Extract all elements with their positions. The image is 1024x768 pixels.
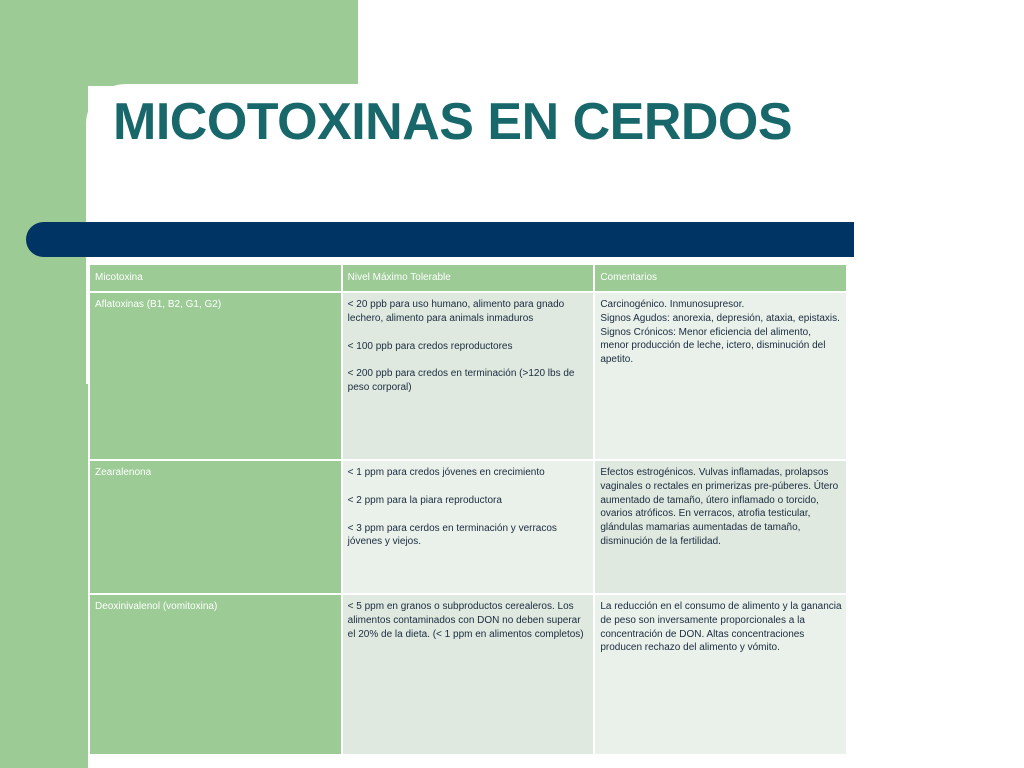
cell-micotoxina: Aflatoxinas (B1, B2, G1, G2) xyxy=(90,293,341,459)
cell-text: Carcinogénico. Inmunosupresor. xyxy=(600,299,745,310)
table-row xyxy=(90,461,846,593)
table-row xyxy=(90,595,846,754)
header-micotoxina: Micotoxina xyxy=(90,265,341,291)
cell-text: Signos Agudos: anorexia, depresión, ataxia, epistaxis. xyxy=(600,312,840,324)
header-comentarios: Comentarios xyxy=(595,265,846,291)
header-nivel-maximo: Nivel Máximo Tolerable xyxy=(343,265,594,291)
cell-text: < 2 ppm para la piara reproductora xyxy=(347,494,502,506)
cell-text: < 1 ppm para credos jóvenes en crecimiento xyxy=(347,467,545,478)
slide-title: MICOTOXINAS EN CERDOS xyxy=(113,93,793,151)
cell-text: < 5 ppm en granos o subproductos cerealeros. Los alimentos contaminados con DON no deben superar el 20% de la dieta. (< 1 ppm en alimentos completos) xyxy=(347,601,584,640)
cell-nivel xyxy=(343,293,594,459)
mycotoxin-table xyxy=(88,263,848,756)
table-header-row xyxy=(90,265,846,291)
cell-nivel xyxy=(343,595,594,754)
cell-text: < 200 ppb para credos en terminación (>120 lbs de peso corporal) xyxy=(347,368,575,394)
cell-comentarios xyxy=(595,461,846,593)
top-decor-band xyxy=(0,0,358,86)
cell-text: Signos Crónicos: Menor eficiencia del alimento, menor producción de leche, ictero, disminución del apetito. xyxy=(600,326,826,366)
title-divider-bar xyxy=(26,222,854,257)
cell-comentarios xyxy=(595,595,846,754)
cell-text: < 20 ppb para uso humano, alimento para gnado lechero, alimento para animals inmaduros xyxy=(347,299,565,324)
left-decor-band xyxy=(0,0,88,768)
cell-nivel xyxy=(343,461,594,593)
cell-micotoxina: Deoxinivalenol (vomitoxina) xyxy=(90,595,341,754)
cell-comentarios xyxy=(595,293,846,459)
table-row xyxy=(90,293,846,459)
cell-text: < 3 ppm para cerdos en terminación y verracos jóvenes y viejos. xyxy=(347,522,557,548)
cell-text: < 100 ppb para credos reproductores xyxy=(347,340,513,352)
cell-micotoxina: Zearalenona xyxy=(90,461,341,593)
cell-text: La reducción en el consumo de alimento y la ganancia de peso son inversamente proporcionales a la concentración de DON. Altas concentraciones producen rechazo del alimento y vómito. xyxy=(600,601,842,654)
cell-text: Efectos estrogénicos. Vulvas inflamadas, prolapsos vaginales o rectales en primerizas pre-púberes. Útero aumentado de tamaño, útero inflamado o torcido, ovarios atróficos. En verracos, atrofia testicular, glándulas mamarias aumentadas de tamaño, disminución de la fertilidad. xyxy=(600,467,839,547)
